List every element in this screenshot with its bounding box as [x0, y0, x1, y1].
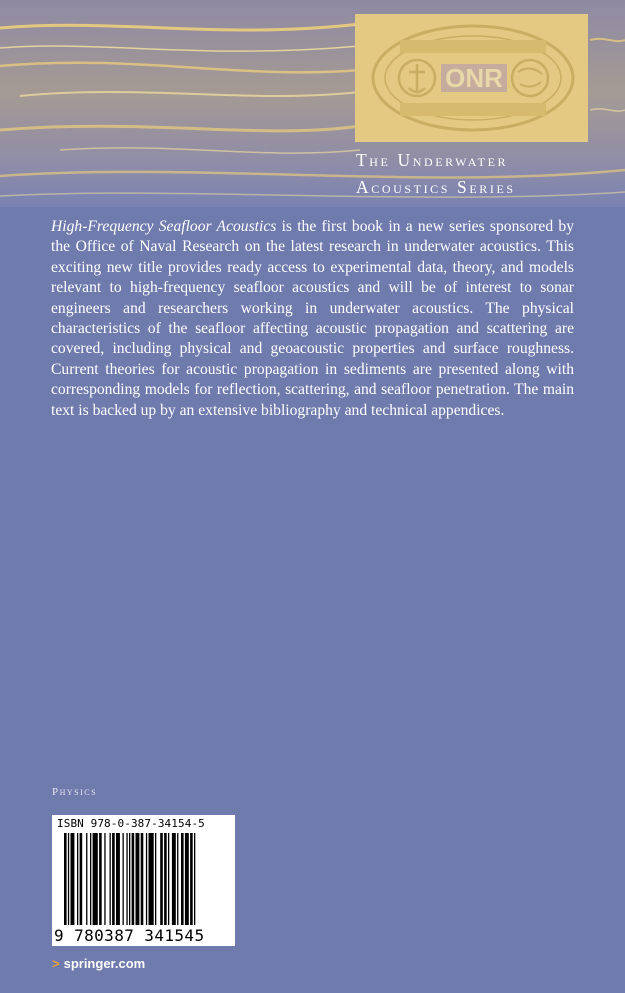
barcode-bar	[141, 833, 144, 925]
series-title-line2: Acoustics Series	[356, 177, 516, 197]
barcode-bar	[149, 833, 154, 925]
barcode-bar	[126, 833, 127, 925]
logo-emblem-text: ONR	[445, 63, 503, 93]
barcode-bar	[104, 833, 105, 925]
barcode-bar	[160, 833, 163, 925]
header-band	[0, 0, 625, 207]
barcode-bar	[146, 833, 147, 925]
springer-link[interactable]	[52, 956, 145, 971]
series-title	[356, 147, 586, 201]
barcode-bar	[71, 833, 75, 925]
barcode-bar	[112, 833, 115, 925]
barcode-bar	[194, 833, 195, 925]
barcode-bar	[164, 833, 167, 925]
onr-logo-icon	[355, 14, 588, 142]
barcode-bar	[190, 833, 193, 925]
barcode-bar	[136, 833, 140, 925]
barcode-bar	[110, 833, 111, 925]
barcode-bar	[77, 833, 78, 925]
barcode-bar	[132, 833, 135, 925]
barcode-bar	[116, 833, 120, 925]
series-title-line1: The Underwater	[356, 150, 509, 170]
chevron-right-icon: >	[52, 956, 60, 971]
barcode-bar	[93, 833, 98, 925]
barcode-bar	[168, 833, 169, 925]
barcode-bar	[86, 833, 87, 925]
ean-digits: 9 780387 341545	[54, 926, 205, 945]
book-description	[51, 217, 574, 421]
springer-link-text: springer.com	[63, 956, 146, 971]
barcode-bar	[155, 833, 156, 925]
barcode-bar	[172, 833, 176, 925]
barcode-bar	[177, 833, 178, 925]
book-title: High-Frequency Seafloor Acoustics	[51, 218, 277, 235]
barcode-bar	[68, 833, 69, 925]
barcode-bar	[80, 833, 83, 925]
description-body: is the first book in a new series sponsored by the Office of Naval Research on the latest research in underwater acoustics. This exciting new title provides ready access to experimental data, theory, and models relevant to high-frequency seafloor acoustics and will be of interest to sonar engineers and researchers working in underwater acoustics. The physical characteristics of the seafloor affecting acoustic propagation and scattering are covered, including physical and geoacoustic properties and surface roughness. Current theories for acoustic propagation in sediments are presented along with corresponding models for reflection, scattering, and seafloor penetration. The main text is backed up by an extensive bibliography and technical appendices.	[51, 218, 574, 419]
barcode-box	[52, 815, 235, 946]
isbn-label: ISBN 978-0-387-34154-5	[57, 817, 205, 830]
barcode-icon	[64, 833, 228, 925]
barcode-bar	[64, 833, 67, 925]
logo-box	[355, 14, 588, 142]
barcode-bar	[90, 833, 91, 925]
barcode-bar	[123, 833, 124, 925]
subject-label: Physics	[52, 786, 98, 798]
barcode-bar	[181, 833, 184, 925]
barcode-bar	[129, 833, 130, 925]
barcode-bar	[99, 833, 102, 925]
barcode-bar	[185, 833, 189, 925]
